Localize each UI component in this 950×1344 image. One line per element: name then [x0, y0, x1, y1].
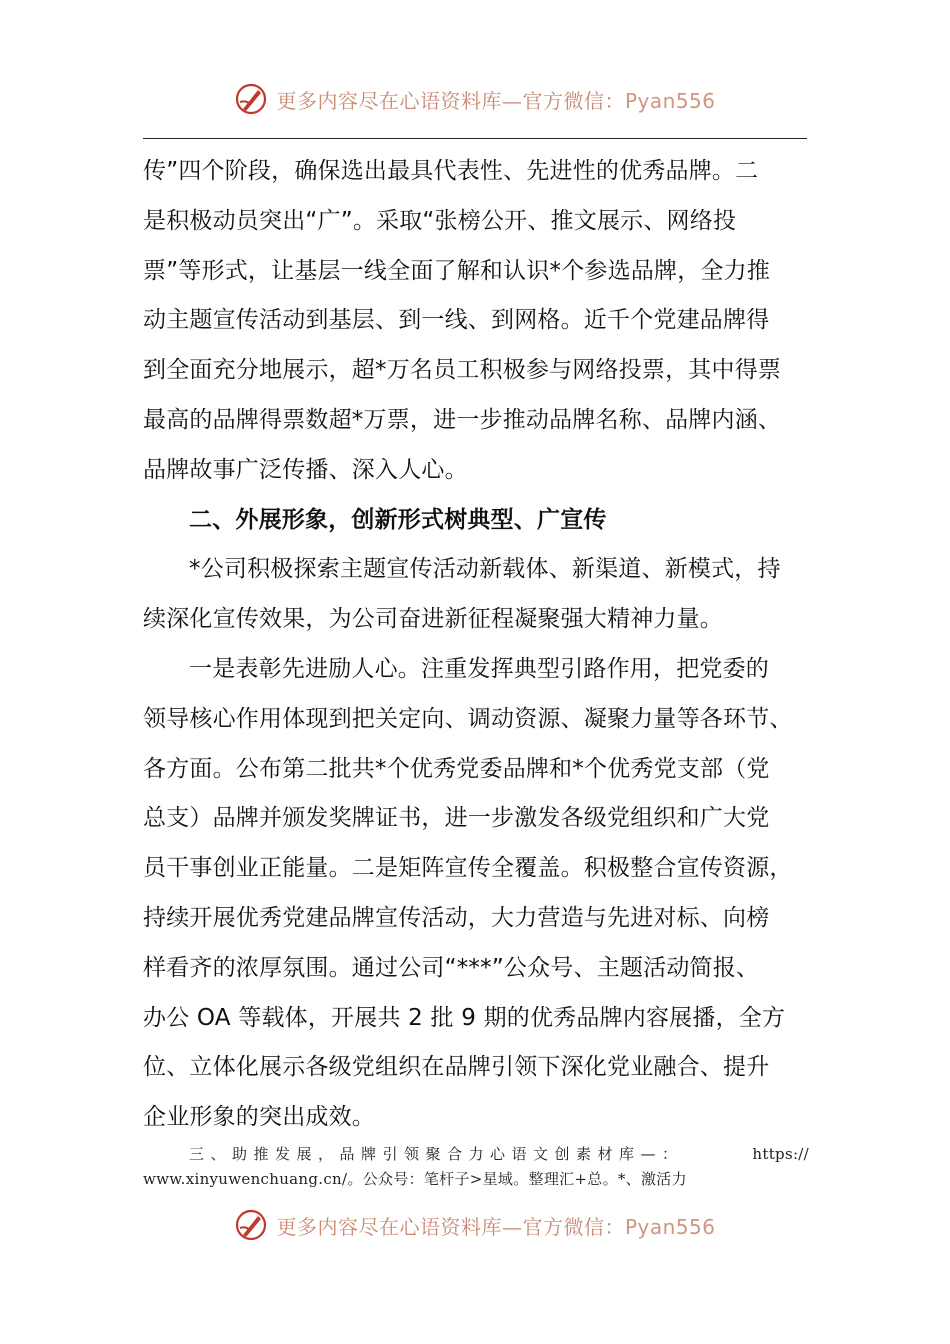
- paragraph-line: 是积极动员突出“广”。采取“张榜公开、推文展示、网络投: [143, 207, 737, 234]
- watermark-wechat-id: Pyan556: [624, 88, 716, 113]
- paragraph-line: 到全面充分地展示，超*万名员工积极参与网络投票，其中得票: [143, 357, 782, 384]
- footer-note: [143, 1142, 809, 1192]
- watermark-label: 更多内容尽在心语资料库—官方微信：: [276, 88, 625, 113]
- paragraph-line: 企业形象的突出成效。: [143, 1104, 375, 1131]
- watermark-text: [276, 1211, 715, 1240]
- paragraph-line: 动主题宣传活动到基层、到一线、到网格。近千个党建品牌得: [143, 307, 770, 334]
- paragraph-line: 品牌故事广泛传播、深入人心。: [143, 456, 468, 483]
- paragraph-line: 办公 OA 等载体，开展共 2 批 9 期的优秀品牌内容展播，全方: [143, 1004, 786, 1031]
- footer-line-1: [143, 1142, 809, 1167]
- paragraph-line: 位、立体化展示各级党组织在品牌引领下深化党业融合、提升: [143, 1054, 770, 1081]
- footer-url-and-notes[interactable]: www.xinyuwenchuang.cn/。公众号：笔杆子>星域。整理汇+总。*、激活力: [143, 1170, 687, 1188]
- watermark-wechat-id: Pyan556: [624, 1214, 716, 1239]
- paragraph-line: 续深化宣传效果，为公司奋进新征程凝聚强大精神力量。: [143, 606, 723, 633]
- paragraph-line: 最高的品牌得票数超*万票，进一步推动品牌名称、品牌内涵、: [143, 406, 782, 433]
- paragraph-line: 员干事创业正能量。二是矩阵宣传全覆盖。积极整合宣传资源，: [143, 855, 793, 882]
- quill-pen-logo-icon: [234, 1208, 268, 1242]
- footer-line-2: [143, 1167, 809, 1192]
- footer-watermark: [0, 1208, 950, 1242]
- paragraph-line: *公司积极探索主题宣传活动新载体、新渠道、新模式，持: [189, 556, 781, 583]
- watermark-label: 更多内容尽在心语资料库—官方微信：: [276, 1214, 625, 1239]
- watermark-text: [276, 85, 715, 114]
- paragraph-line: 总支）品牌并颁发奖牌证书，进一步激发各级党组织和广大党: [143, 805, 770, 832]
- paragraph-line: 领导核心作用体现到把关定向、调动资源、凝聚力量等各环节、: [143, 705, 793, 732]
- header-divider: [143, 138, 807, 139]
- paragraph-line: 持续开展优秀党建品牌宣传活动，大力营造与先进对标、向榜: [143, 904, 770, 931]
- document-body: [143, 147, 809, 1143]
- paragraph-line: 一是表彰先进励人心。注重发挥典型引路作用，把党委的: [189, 655, 769, 682]
- quill-pen-logo-icon: [234, 82, 268, 116]
- header-watermark: [0, 82, 950, 116]
- footer-heading-text: 三、助推发展，品牌引领聚合力心语文创素材库—：: [189, 1145, 684, 1163]
- paragraph-line: 传”四个阶段，确保选出最具代表性、先进性的优秀品牌。二: [143, 158, 759, 184]
- paragraph-line: 票”等形式，让基层一线全面了解和认识*个参选品牌，全力推: [143, 257, 771, 284]
- paragraph-line: 样看齐的浓厚氛围。通过公司“***”公众号、主题活动简报、: [143, 954, 760, 981]
- paragraph-line: 各方面。公布第二批共*个优秀党委品牌和*个优秀党支部（党: [143, 755, 770, 782]
- footer-url-prefix[interactable]: https://: [752, 1145, 809, 1163]
- section-heading: 二、外展形象，创新形式树典型、广宣传: [189, 506, 607, 533]
